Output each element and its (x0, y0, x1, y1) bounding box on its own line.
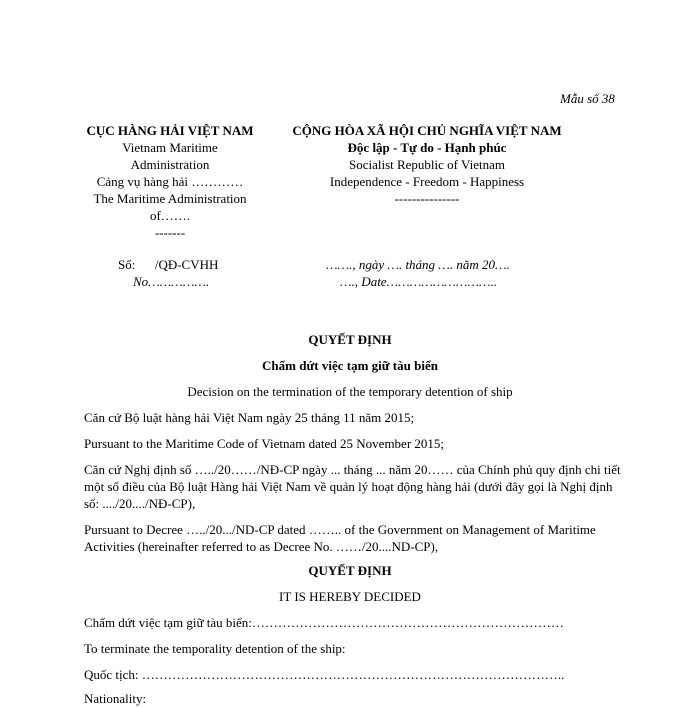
decided-heading-vi: QUYẾT ĐỊNH (308, 563, 392, 578)
document-number-vi: Số: /QĐ-CVHH (118, 257, 219, 272)
decision-title: QUYẾT ĐỊNH (308, 332, 392, 347)
document-date-vi: ……., ngày …. tháng …. năm 20…. (326, 257, 510, 272)
motto-en: Independence - Freedom - Happiness (329, 174, 525, 189)
country-name-vi: CỘNG HÒA XÃ HỘI CHỦ NGHĨA VIỆT NAM (292, 123, 562, 138)
basis-paragraph-3: Căn cứ Nghị định số …../20……/NĐ-CP ngày ... tháng ... năm 20…… của Chính phủ quy định chi tiết một số điều của Bộ luật Hàng hải Việt Nam về quản lý hoạt động hàng hải (dưới đây gọi là Nghị định số: ..../20..../NĐ-CP), (84, 462, 621, 511)
ship-name-field-vi: Chấm dứt việc tạm giữ tàu biển:……………………………………………………………… (84, 615, 564, 630)
left-header (70, 122, 270, 241)
port-authority-en-2: of……. (149, 208, 191, 223)
country-name-en: Socialist Republic of Vietnam (348, 157, 506, 172)
nationality-field-vi: Quốc tịch: …………………………………………………………………………………….. (84, 667, 565, 682)
basis-paragraph-1: Căn cứ Bộ luật hàng hải Việt Nam ngày 25 tháng 11 năm 2015; (84, 410, 415, 425)
form-number: Mẫu số 38 (560, 91, 615, 106)
motto-vi: Độc lập - Tự do - Hạnh phúc (347, 140, 507, 155)
basis-paragraph-2: Pursuant to the Maritime Code of Vietnam dated 25 November 2015; (84, 436, 445, 451)
ship-name-field-en: To terminate the temporality detention of the ship: (84, 641, 346, 656)
decision-subtitle-vi: Chấm dứt việc tạm giữ tàu biển (262, 358, 438, 373)
left-divider: ------- (154, 225, 186, 240)
agency-name-en-2: Administration (130, 157, 210, 172)
basis-paragraph-4: Pursuant to Decree …../20.../ND-CP dated …….. of the Government on Management of Maritime Activities (hereinafter referred to as Decree No. ……/20....ND-CP), (84, 522, 596, 554)
decided-heading-en: IT IS HEREBY DECIDED (279, 589, 421, 604)
agency-name-vi: CỤC HÀNG HẢI VIỆT NAM (86, 123, 254, 138)
port-authority-en-1: The Maritime Administration (93, 191, 247, 206)
nationality-field-en: Nationality: (84, 691, 147, 706)
decision-subtitle-en: Decision on the termination of the temporary detention of ship (187, 384, 513, 399)
agency-name-en-1: Vietnam Maritime (122, 140, 218, 155)
right-divider: --------------- (394, 191, 460, 206)
document-number-en: No……………. (133, 274, 210, 289)
right-header (282, 122, 572, 207)
port-authority-vi: Cảng vụ hàng hải ………… (96, 174, 244, 189)
document-date-en: …., Date……………………….. (340, 274, 498, 289)
